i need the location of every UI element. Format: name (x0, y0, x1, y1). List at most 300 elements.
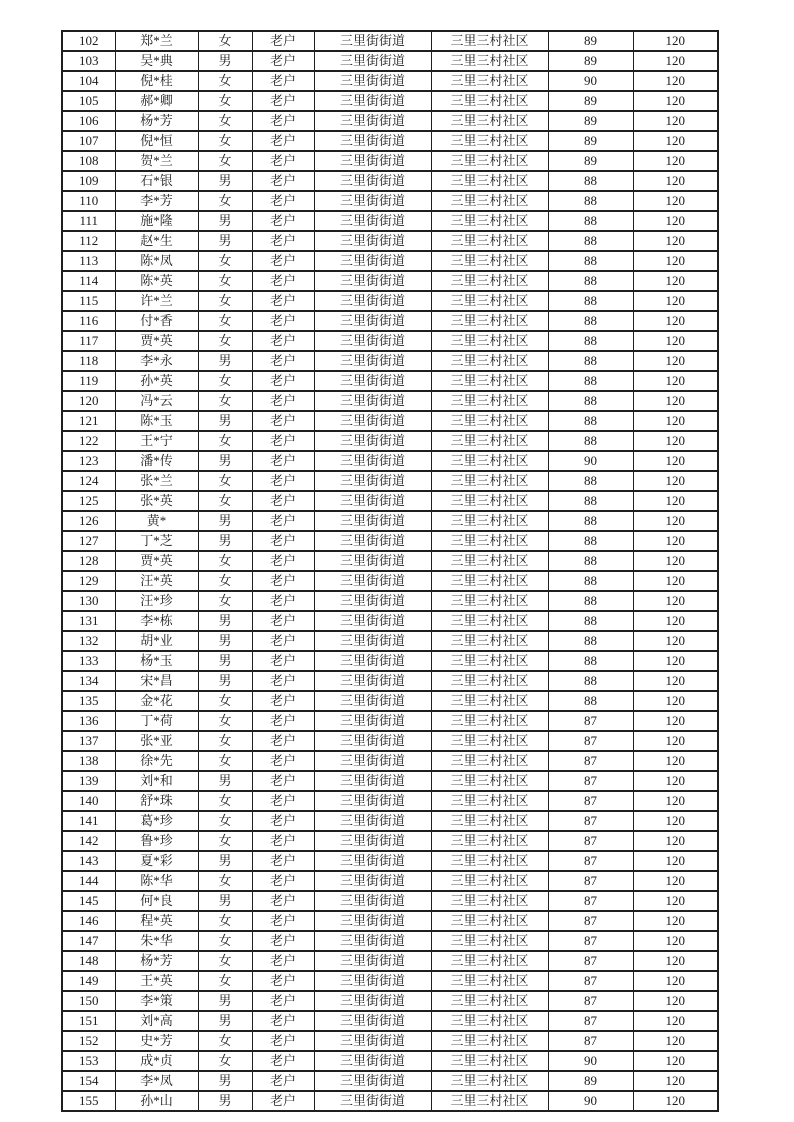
cell-community: 三里三村社区 (431, 111, 548, 131)
cell-community: 三里三村社区 (431, 931, 548, 951)
cell-age: 87 (548, 991, 633, 1011)
cell-name: 陈*华 (115, 871, 198, 891)
cell-amount: 120 (633, 111, 718, 131)
cell-seq: 111 (62, 211, 115, 231)
table-row (62, 1091, 718, 1111)
cell-seq: 144 (62, 871, 115, 891)
table-row (62, 791, 718, 811)
table-row (62, 771, 718, 791)
cell-amount: 120 (633, 251, 718, 271)
cell-amount: 120 (633, 551, 718, 571)
cell-household-type: 老户 (252, 1031, 314, 1051)
cell-amount: 120 (633, 831, 718, 851)
cell-community: 三里三村社区 (431, 391, 548, 411)
cell-name: 孙*山 (115, 1091, 198, 1111)
cell-amount: 120 (633, 31, 718, 51)
cell-age: 87 (548, 811, 633, 831)
cell-community: 三里三村社区 (431, 171, 548, 191)
cell-amount: 120 (633, 851, 718, 871)
cell-street: 三里街街道 (314, 1071, 431, 1091)
cell-household-type: 老户 (252, 1011, 314, 1031)
table-row (62, 811, 718, 831)
cell-community: 三里三村社区 (431, 831, 548, 851)
cell-age: 88 (548, 291, 633, 311)
cell-name: 贾*英 (115, 331, 198, 351)
cell-community: 三里三村社区 (431, 311, 548, 331)
cell-household-type: 老户 (252, 491, 314, 511)
cell-amount: 120 (633, 951, 718, 971)
cell-name: 吴*典 (115, 51, 198, 71)
cell-household-type: 老户 (252, 851, 314, 871)
cell-gender: 女 (198, 291, 252, 311)
cell-seq: 131 (62, 611, 115, 631)
table-row (62, 431, 718, 451)
cell-seq: 140 (62, 791, 115, 811)
cell-community: 三里三村社区 (431, 731, 548, 751)
cell-gender: 男 (198, 451, 252, 471)
cell-gender: 女 (198, 391, 252, 411)
cell-community: 三里三村社区 (431, 751, 548, 771)
cell-gender: 男 (198, 411, 252, 431)
cell-seq: 112 (62, 231, 115, 251)
cell-amount: 120 (633, 591, 718, 611)
cell-seq: 123 (62, 451, 115, 471)
cell-amount: 120 (633, 1031, 718, 1051)
cell-name: 郑*兰 (115, 31, 198, 51)
cell-age: 87 (548, 771, 633, 791)
cell-street: 三里街街道 (314, 31, 431, 51)
cell-amount: 120 (633, 311, 718, 331)
cell-name: 杨*芳 (115, 111, 198, 131)
cell-seq: 102 (62, 31, 115, 51)
cell-amount: 120 (633, 971, 718, 991)
cell-community: 三里三村社区 (431, 71, 548, 91)
cell-community: 三里三村社区 (431, 971, 548, 991)
cell-gender: 女 (198, 71, 252, 91)
cell-gender: 女 (198, 311, 252, 331)
cell-seq: 153 (62, 1051, 115, 1071)
cell-seq: 134 (62, 671, 115, 691)
cell-household-type: 老户 (252, 131, 314, 151)
cell-amount: 120 (633, 411, 718, 431)
table-row (62, 191, 718, 211)
cell-street: 三里街街道 (314, 411, 431, 431)
cell-age: 87 (548, 831, 633, 851)
cell-household-type: 老户 (252, 931, 314, 951)
cell-community: 三里三村社区 (431, 451, 548, 471)
cell-household-type: 老户 (252, 911, 314, 931)
cell-age: 88 (548, 631, 633, 651)
cell-gender: 男 (198, 851, 252, 871)
table-row (62, 871, 718, 891)
cell-community: 三里三村社区 (431, 611, 548, 631)
cell-gender: 女 (198, 791, 252, 811)
cell-name: 付*香 (115, 311, 198, 331)
cell-amount: 120 (633, 431, 718, 451)
table-row (62, 951, 718, 971)
cell-community: 三里三村社区 (431, 51, 548, 71)
cell-name: 胡*业 (115, 631, 198, 651)
table-row (62, 1011, 718, 1031)
cell-street: 三里街街道 (314, 1091, 431, 1111)
cell-street: 三里街街道 (314, 891, 431, 911)
cell-age: 88 (548, 211, 633, 231)
cell-name: 赵*生 (115, 231, 198, 251)
cell-name: 汪*珍 (115, 591, 198, 611)
cell-household-type: 老户 (252, 571, 314, 591)
cell-name: 刘*高 (115, 1011, 198, 1031)
cell-amount: 120 (633, 571, 718, 591)
cell-name: 贺*兰 (115, 151, 198, 171)
cell-amount: 120 (633, 391, 718, 411)
cell-age: 87 (548, 1031, 633, 1051)
cell-household-type: 老户 (252, 611, 314, 631)
cell-community: 三里三村社区 (431, 471, 548, 491)
cell-age: 88 (548, 511, 633, 531)
cell-street: 三里街街道 (314, 511, 431, 531)
cell-community: 三里三村社区 (431, 671, 548, 691)
cell-street: 三里街街道 (314, 631, 431, 651)
cell-street: 三里街街道 (314, 931, 431, 951)
table-row (62, 91, 718, 111)
cell-gender: 女 (198, 1051, 252, 1071)
table-row (62, 71, 718, 91)
cell-name: 黄* (115, 511, 198, 531)
table-row (62, 211, 718, 231)
cell-household-type: 老户 (252, 551, 314, 571)
cell-community: 三里三村社区 (431, 871, 548, 891)
cell-community: 三里三村社区 (431, 271, 548, 291)
cell-amount: 120 (633, 1091, 718, 1111)
table-row (62, 391, 718, 411)
cell-gender: 女 (198, 251, 252, 271)
cell-seq: 150 (62, 991, 115, 1011)
cell-name: 丁*芝 (115, 531, 198, 551)
cell-gender: 女 (198, 471, 252, 491)
cell-street: 三里街街道 (314, 951, 431, 971)
cell-name: 舒*珠 (115, 791, 198, 811)
cell-household-type: 老户 (252, 191, 314, 211)
cell-community: 三里三村社区 (431, 991, 548, 1011)
cell-age: 89 (548, 91, 633, 111)
cell-household-type: 老户 (252, 731, 314, 751)
cell-street: 三里街街道 (314, 811, 431, 831)
cell-name: 许*兰 (115, 291, 198, 311)
cell-age: 89 (548, 131, 633, 151)
cell-community: 三里三村社区 (431, 151, 548, 171)
cell-amount: 120 (633, 891, 718, 911)
cell-name: 葛*珍 (115, 811, 198, 831)
cell-name: 杨*玉 (115, 651, 198, 671)
cell-amount: 120 (633, 451, 718, 471)
cell-household-type: 老户 (252, 771, 314, 791)
cell-gender: 男 (198, 211, 252, 231)
cell-amount: 120 (633, 1011, 718, 1031)
cell-gender: 女 (198, 431, 252, 451)
table-row (62, 631, 718, 651)
cell-age: 87 (548, 711, 633, 731)
cell-age: 87 (548, 851, 633, 871)
cell-street: 三里街街道 (314, 871, 431, 891)
cell-household-type: 老户 (252, 1071, 314, 1091)
cell-amount: 120 (633, 1051, 718, 1071)
cell-seq: 143 (62, 851, 115, 871)
cell-name: 张*英 (115, 491, 198, 511)
cell-gender: 女 (198, 751, 252, 771)
cell-household-type: 老户 (252, 331, 314, 351)
cell-age: 89 (548, 31, 633, 51)
cell-name: 冯*云 (115, 391, 198, 411)
cell-gender: 女 (198, 971, 252, 991)
cell-age: 88 (548, 611, 633, 631)
cell-street: 三里街街道 (314, 711, 431, 731)
cell-gender: 男 (198, 631, 252, 651)
cell-seq: 121 (62, 411, 115, 431)
cell-age: 90 (548, 451, 633, 471)
cell-seq: 141 (62, 811, 115, 831)
cell-gender: 女 (198, 371, 252, 391)
cell-amount: 120 (633, 751, 718, 771)
cell-age: 88 (548, 391, 633, 411)
cell-amount: 120 (633, 231, 718, 251)
cell-community: 三里三村社区 (431, 431, 548, 451)
cell-age: 88 (548, 571, 633, 591)
cell-amount: 120 (633, 991, 718, 1011)
table-row (62, 531, 718, 551)
cell-age: 88 (548, 591, 633, 611)
cell-age: 89 (548, 1071, 633, 1091)
cell-seq: 115 (62, 291, 115, 311)
cell-seq: 136 (62, 711, 115, 731)
cell-household-type: 老户 (252, 151, 314, 171)
cell-name: 成*贞 (115, 1051, 198, 1071)
cell-age: 87 (548, 911, 633, 931)
cell-name: 鲁*珍 (115, 831, 198, 851)
cell-amount: 120 (633, 671, 718, 691)
cell-seq: 148 (62, 951, 115, 971)
cell-name: 李*永 (115, 351, 198, 371)
cell-seq: 124 (62, 471, 115, 491)
cell-seq: 139 (62, 771, 115, 791)
cell-household-type: 老户 (252, 511, 314, 531)
cell-age: 88 (548, 311, 633, 331)
cell-household-type: 老户 (252, 371, 314, 391)
cell-name: 张*亚 (115, 731, 198, 751)
cell-gender: 女 (198, 111, 252, 131)
cell-household-type: 老户 (252, 651, 314, 671)
cell-seq: 130 (62, 591, 115, 611)
cell-street: 三里街街道 (314, 291, 431, 311)
cell-age: 87 (548, 971, 633, 991)
cell-age: 88 (548, 371, 633, 391)
cell-community: 三里三村社区 (431, 691, 548, 711)
cell-gender: 女 (198, 331, 252, 351)
cell-age: 89 (548, 111, 633, 131)
table-row (62, 911, 718, 931)
cell-name: 朱*华 (115, 931, 198, 951)
cell-gender: 男 (198, 1011, 252, 1031)
cell-amount: 120 (633, 131, 718, 151)
cell-seq: 135 (62, 691, 115, 711)
cell-name: 刘*和 (115, 771, 198, 791)
cell-seq: 152 (62, 1031, 115, 1051)
cell-name: 石*银 (115, 171, 198, 191)
cell-street: 三里街街道 (314, 71, 431, 91)
cell-name: 李*芳 (115, 191, 198, 211)
table-row (62, 971, 718, 991)
cell-age: 87 (548, 751, 633, 771)
cell-gender: 女 (198, 1031, 252, 1051)
cell-street: 三里街街道 (314, 591, 431, 611)
cell-gender: 男 (198, 51, 252, 71)
cell-street: 三里街街道 (314, 551, 431, 571)
cell-street: 三里街街道 (314, 111, 431, 131)
cell-age: 90 (548, 1091, 633, 1111)
cell-seq: 117 (62, 331, 115, 351)
table-row (62, 51, 718, 71)
cell-community: 三里三村社区 (431, 1071, 548, 1091)
cell-community: 三里三村社区 (431, 891, 548, 911)
cell-age: 87 (548, 791, 633, 811)
cell-amount: 120 (633, 911, 718, 931)
table-row (62, 471, 718, 491)
table-row (62, 931, 718, 951)
cell-gender: 男 (198, 771, 252, 791)
cell-community: 三里三村社区 (431, 591, 548, 611)
cell-name: 孙*英 (115, 371, 198, 391)
cell-name: 贾*英 (115, 551, 198, 571)
cell-gender: 男 (198, 651, 252, 671)
cell-seq: 142 (62, 831, 115, 851)
cell-street: 三里街街道 (314, 91, 431, 111)
cell-seq: 154 (62, 1071, 115, 1091)
table-row (62, 671, 718, 691)
cell-age: 90 (548, 1051, 633, 1071)
cell-seq: 138 (62, 751, 115, 771)
cell-gender: 男 (198, 611, 252, 631)
cell-community: 三里三村社区 (431, 631, 548, 651)
cell-community: 三里三村社区 (431, 951, 548, 971)
cell-amount: 120 (633, 791, 718, 811)
cell-age: 89 (548, 151, 633, 171)
cell-age: 87 (548, 871, 633, 891)
cell-street: 三里街街道 (314, 191, 431, 211)
cell-household-type: 老户 (252, 711, 314, 731)
table-row (62, 411, 718, 431)
cell-amount: 120 (633, 631, 718, 651)
cell-name: 李*栋 (115, 611, 198, 631)
cell-household-type: 老户 (252, 631, 314, 651)
cell-gender: 男 (198, 231, 252, 251)
cell-seq: 146 (62, 911, 115, 931)
cell-amount: 120 (633, 871, 718, 891)
cell-household-type: 老户 (252, 691, 314, 711)
cell-street: 三里街街道 (314, 231, 431, 251)
cell-seq: 127 (62, 531, 115, 551)
table-row (62, 231, 718, 251)
cell-community: 三里三村社区 (431, 411, 548, 431)
cell-household-type: 老户 (252, 411, 314, 431)
cell-gender: 女 (198, 871, 252, 891)
cell-household-type: 老户 (252, 351, 314, 371)
cell-gender: 男 (198, 171, 252, 191)
cell-name: 施*隆 (115, 211, 198, 231)
cell-community: 三里三村社区 (431, 131, 548, 151)
cell-seq: 113 (62, 251, 115, 271)
cell-household-type: 老户 (252, 31, 314, 51)
cell-household-type: 老户 (252, 111, 314, 131)
resident-roster-table (61, 30, 719, 1112)
cell-street: 三里街街道 (314, 991, 431, 1011)
cell-seq: 107 (62, 131, 115, 151)
cell-street: 三里街街道 (314, 51, 431, 71)
cell-age: 88 (548, 551, 633, 571)
cell-community: 三里三村社区 (431, 1051, 548, 1071)
cell-community: 三里三村社区 (431, 511, 548, 531)
cell-amount: 120 (633, 731, 718, 751)
cell-street: 三里街街道 (314, 651, 431, 671)
cell-seq: 122 (62, 431, 115, 451)
cell-amount: 120 (633, 331, 718, 351)
cell-gender: 女 (198, 831, 252, 851)
cell-community: 三里三村社区 (431, 331, 548, 351)
cell-age: 89 (548, 51, 633, 71)
cell-street: 三里街街道 (314, 731, 431, 751)
cell-community: 三里三村社区 (431, 291, 548, 311)
cell-gender: 女 (198, 691, 252, 711)
cell-age: 88 (548, 331, 633, 351)
cell-age: 88 (548, 191, 633, 211)
cell-household-type: 老户 (252, 291, 314, 311)
table-row (62, 991, 718, 1011)
cell-seq: 132 (62, 631, 115, 651)
cell-age: 87 (548, 1011, 633, 1031)
cell-household-type: 老户 (252, 91, 314, 111)
cell-amount: 120 (633, 531, 718, 551)
cell-name: 王*宁 (115, 431, 198, 451)
cell-street: 三里街街道 (314, 751, 431, 771)
cell-community: 三里三村社区 (431, 911, 548, 931)
cell-seq: 116 (62, 311, 115, 331)
cell-seq: 114 (62, 271, 115, 291)
cell-street: 三里街街道 (314, 471, 431, 491)
cell-street: 三里街街道 (314, 271, 431, 291)
cell-community: 三里三村社区 (431, 1031, 548, 1051)
cell-household-type: 老户 (252, 71, 314, 91)
cell-amount: 120 (633, 211, 718, 231)
cell-age: 88 (548, 351, 633, 371)
cell-name: 汪*英 (115, 571, 198, 591)
cell-age: 88 (548, 431, 633, 451)
cell-age: 87 (548, 891, 633, 911)
cell-seq: 119 (62, 371, 115, 391)
cell-gender: 女 (198, 491, 252, 511)
cell-name: 程*英 (115, 911, 198, 931)
cell-amount: 120 (633, 71, 718, 91)
table-row (62, 1031, 718, 1051)
cell-household-type: 老户 (252, 1091, 314, 1111)
cell-community: 三里三村社区 (431, 851, 548, 871)
cell-age: 88 (548, 491, 633, 511)
cell-community: 三里三村社区 (431, 371, 548, 391)
cell-street: 三里街街道 (314, 831, 431, 851)
cell-street: 三里街街道 (314, 771, 431, 791)
cell-seq: 110 (62, 191, 115, 211)
cell-street: 三里街街道 (314, 571, 431, 591)
cell-amount: 120 (633, 931, 718, 951)
cell-community: 三里三村社区 (431, 771, 548, 791)
table-row (62, 171, 718, 191)
